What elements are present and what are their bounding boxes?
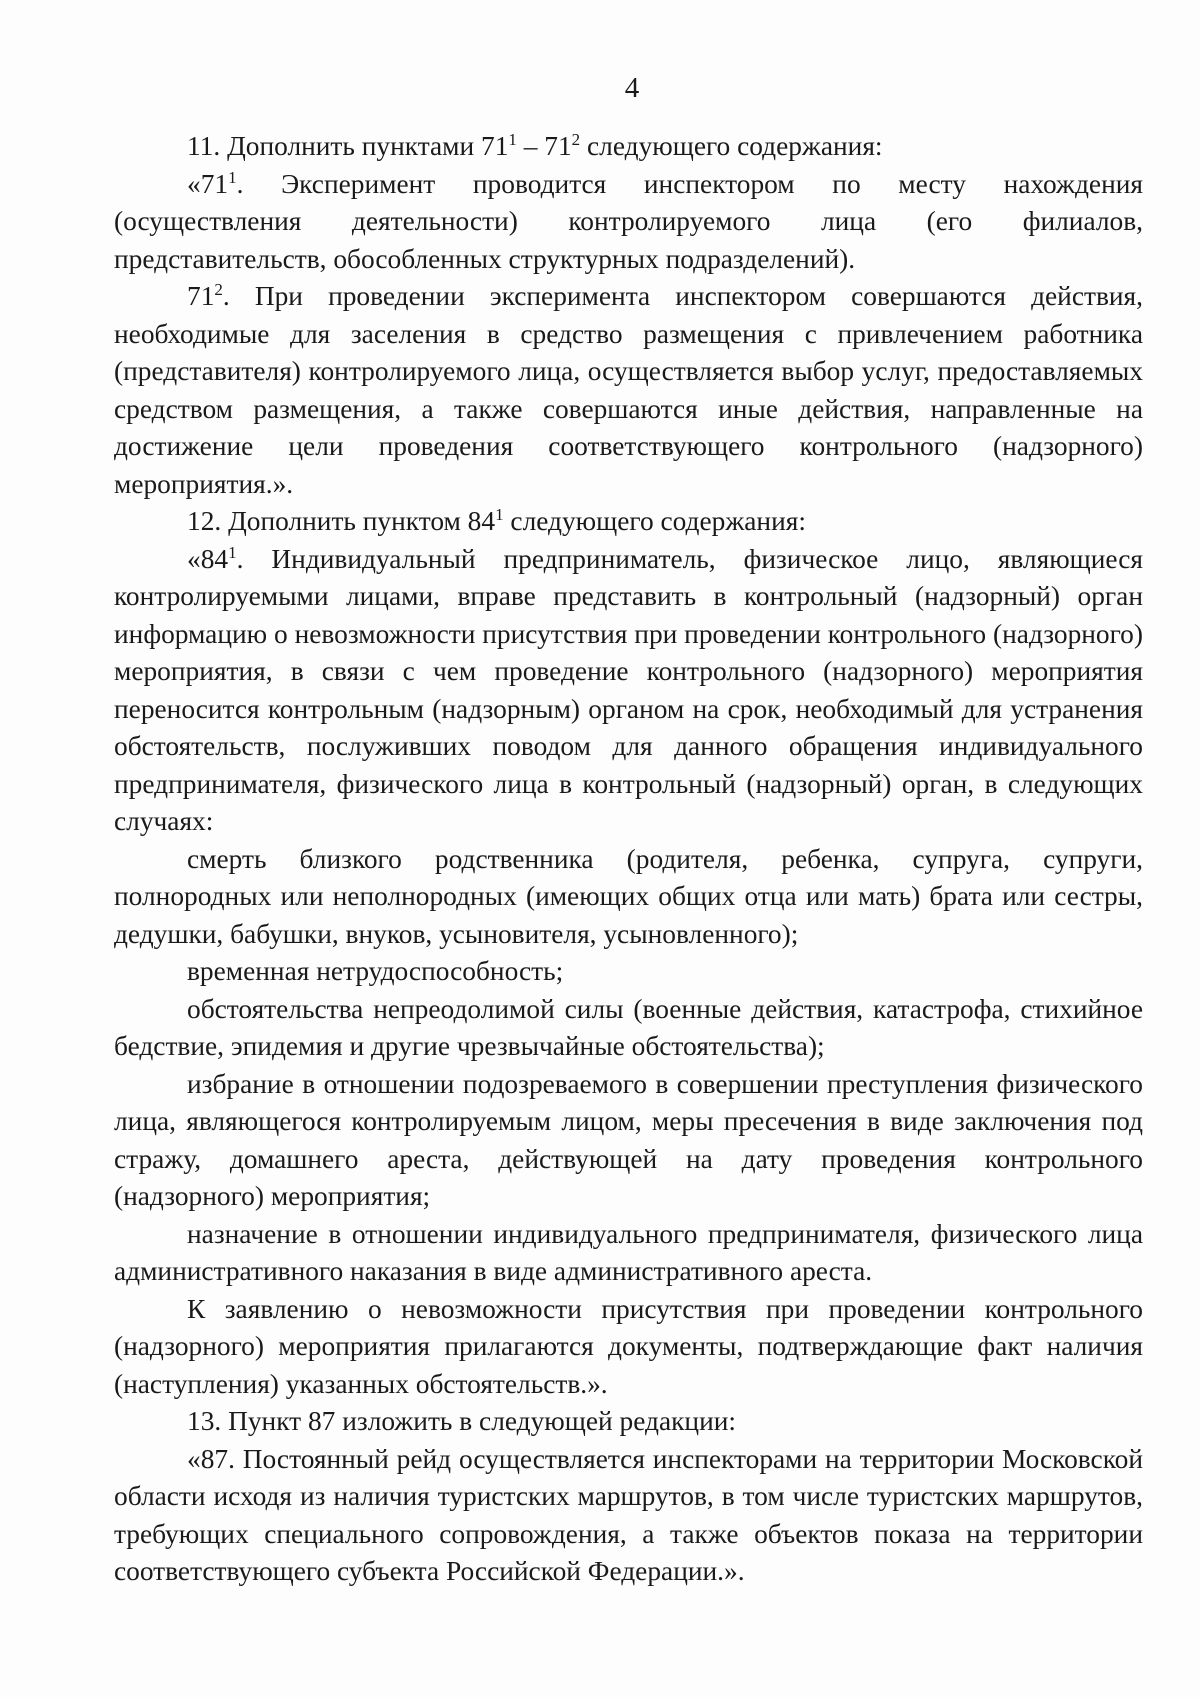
text-segment: временная нетрудоспособность; (187, 956, 564, 986)
superscript: 1 (228, 542, 237, 562)
paragraph-71-2 (114, 278, 1143, 503)
page-number: 4 (624, 72, 640, 104)
superscript: 1 (228, 167, 237, 187)
document-body (114, 128, 1143, 1591)
paragraph-case-force-majeure (114, 991, 1143, 1066)
text-segment: К заявлению о невозможности присутствия при проведении контрольного (надзорного) мероприятия прилагаются документы, подтверждающие факт наличия (наступления) указанных обстоятельств.». (114, 1293, 1143, 1399)
paragraph-case-arrest (114, 1216, 1143, 1291)
text-segment: 13. Пункт 87 изложить в следующей редакции: (187, 1406, 737, 1436)
paragraph-item-13 (114, 1403, 1143, 1441)
text-segment: – 71 (516, 131, 572, 161)
text-segment: «84 (187, 543, 229, 574)
text-segment: . Эксперимент проводится инспектором по месту нахождения (осуществления деятельности) контролируемого лица (его филиалов, представительств, обособленных структурных подразделений). (114, 168, 1143, 274)
text-segment: . Индивидуальный предприниматель, физическое лицо, являющиеся контролируемыми лицами, вправе представить в контрольный (надзорный) орган информацию о невозможности присутствия при проведении контрольного (надзорного) мероприятия, в связи с чем проведение контрольного (надзорного) мероприятия переносится контрольным (надзорным) органом на срок, необходимый для устранения обстоятельств, послуживших поводом для данного обращения индивидуального предпринимателя, физического лица в контрольный (надзорный) орган, в следующих случаях: (114, 543, 1143, 836)
paragraph-item-11 (114, 128, 1143, 166)
text-segment: смерть близкого родственника (родителя, ребенка, супруга, супруги, полнородных или неполнородных (имеющих общих отца или мать) брата или сестры, дедушки, бабушки, внуков, усыновителя, усыновленного); (114, 843, 1143, 949)
text-segment: 11. Дополнить пунктами 71 (187, 131, 509, 161)
superscript: 2 (571, 130, 581, 149)
text-segment: 71 (187, 281, 215, 311)
text-segment: «71 (187, 168, 229, 199)
paragraph-case-disability (114, 953, 1143, 991)
text-segment: следующего содержания: (503, 506, 806, 536)
text-segment: назначение в отношении индивидуального предпринимателя, физического лица административного наказания в виде административного ареста. (114, 1218, 1143, 1286)
text-segment: избрание в отношении подозреваемого в совершении преступления физического лица, являющегося контролируемым лицом, меры пресечения в виде заключения под стражу, домашнего ареста, действующей на дату проведения контрольного (надзорного) мероприятия; (114, 1068, 1143, 1211)
text-segment: 12. Дополнить пунктом 84 (187, 506, 496, 536)
paragraph-87 (114, 1441, 1143, 1591)
text-segment: следующего содержания: (580, 131, 883, 161)
superscript: 1 (508, 130, 517, 149)
paragraph-71-1 (114, 166, 1143, 279)
paragraph-84-1 (114, 541, 1143, 841)
paragraph-documents (114, 1291, 1143, 1404)
superscript: 1 (495, 505, 504, 524)
superscript: 2 (214, 280, 223, 299)
text-segment: обстоятельства непреодолимой силы (военные действия, катастрофа, стихийное бедствие, эпидемия и другие чрезвычайные обстоятельства); (114, 993, 1143, 1061)
paragraph-case-detention (114, 1066, 1143, 1216)
text-segment: «87. Постоянный рейд осуществляется инспекторами на территории Московской области исходя из наличия туристских маршрутов, в том числе туристских маршрутов, требующих специального сопровождения, а также объектов показа на территории соответствующего субъекта Российской Федерации.». (114, 1443, 1143, 1586)
text-segment: . При проведении эксперимента инспектором совершаются действия, необходимые для заселения в средство размещения с привлечением работника (представителя) контролируемого лица, осуществляется выбор услуг, предоставляемых средством размещения, а также совершаются иные действия, направленные на достижение цели проведения соответствующего контрольного (надзорного) мероприятия.». (114, 281, 1143, 499)
paragraph-item-12 (114, 503, 1143, 541)
paragraph-case-death (114, 841, 1143, 954)
